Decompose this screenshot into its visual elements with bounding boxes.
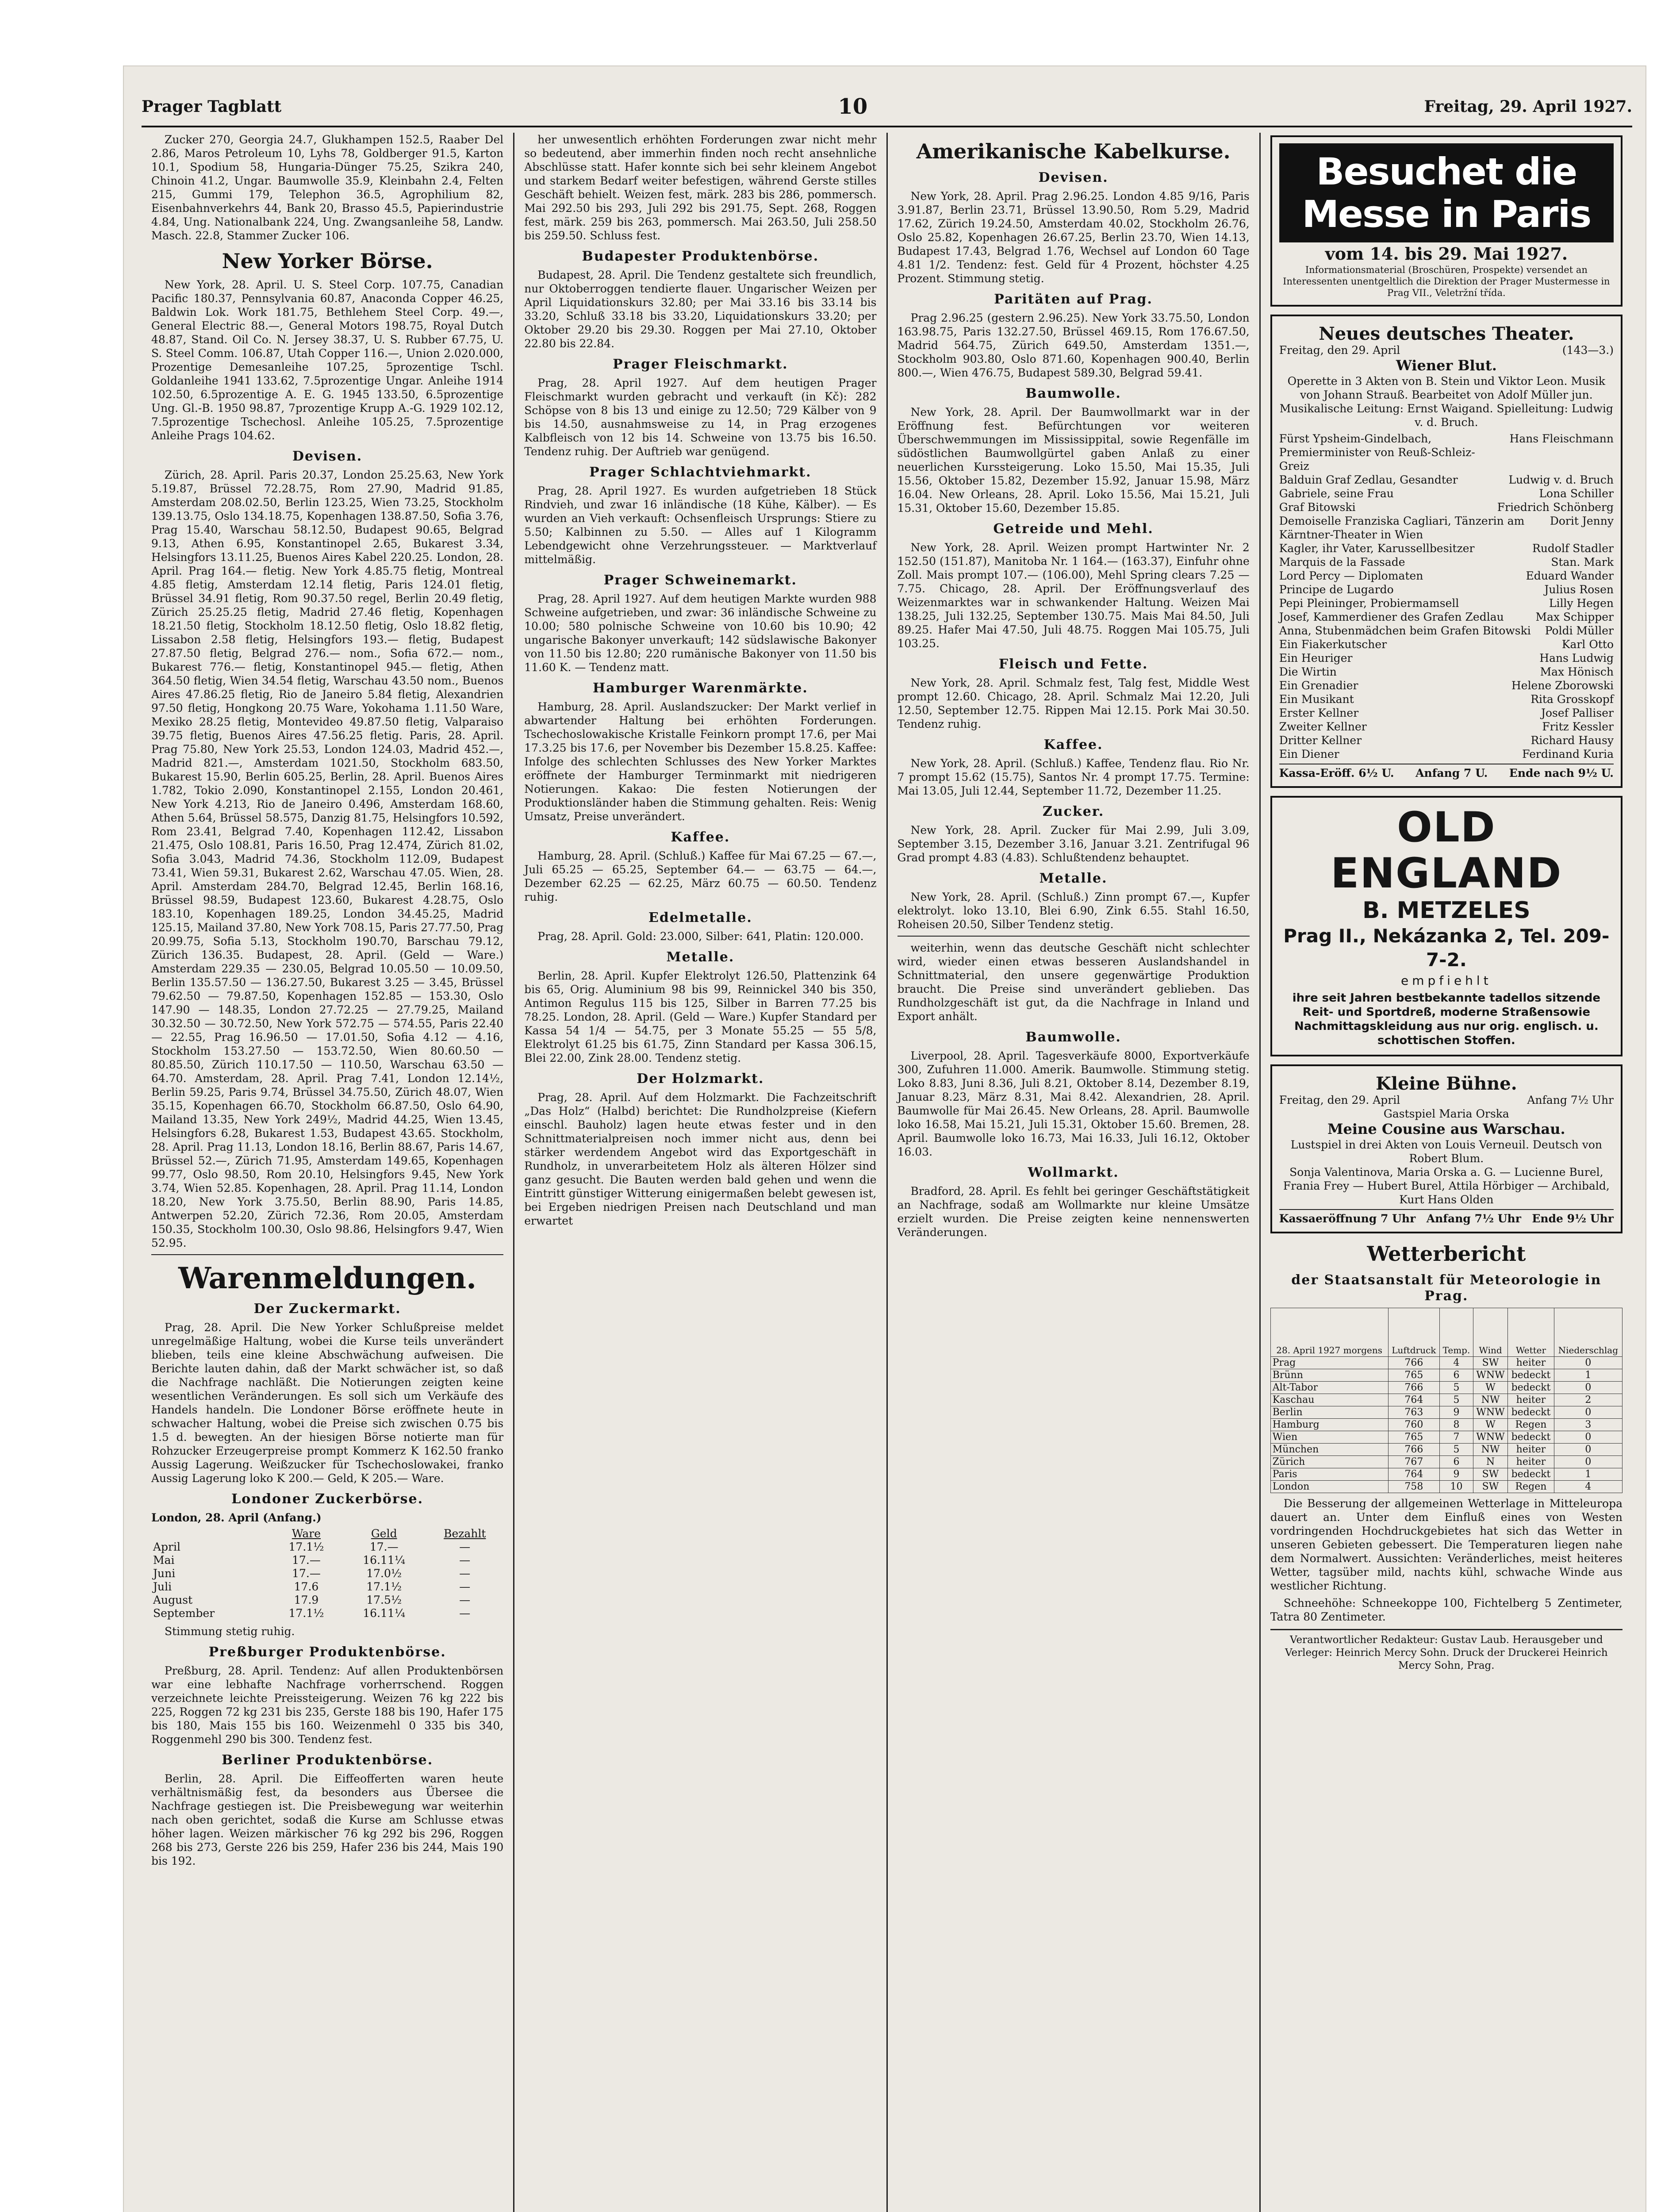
role: Zweiter Kellner (1279, 720, 1367, 733)
weather-cell: München (1270, 1444, 1388, 1456)
role: Anna, Stubenmädchen beim Grafen Bitowski (1279, 624, 1531, 637)
budapest-title: Budapester Produktenbörse. (582, 249, 819, 264)
weather-cell: 764 (1388, 1394, 1440, 1406)
actor: Ludwig v. d. Bruch (1508, 473, 1614, 486)
cast-row (1279, 541, 1614, 555)
table-cell: — (459, 1554, 471, 1567)
weather-row (1270, 1481, 1622, 1493)
baumwolle-text: New York, 28. April. Der Baumwollmarkt war in der Eröffnung fest. Befürchtungen vor weiteren Überschwemmungen im Mississippital, sowie Regenfälle im südöstlichen Baumwollgürtel gaben Anlaß zu einer neuerlichen Kurssteigerung. Loko 15.50, Mai 15.35, Juli 15.56, Oktober 15.82, Dezember 15.92, Januar 15.98, März 16.04. New Orleans, 28. April. Loko 15.56, Mai 15.21, Juli 15.31, Oktober 15.60, Dezember 15.85. (897, 406, 1250, 515)
kabel-metalle-title: Metalle. (1039, 871, 1108, 886)
cast-row (1279, 610, 1614, 624)
weather-cell: 6 (1440, 1456, 1473, 1468)
london-head: London, 28. April (Anfang.) (151, 1511, 322, 1524)
weather-cell: Prag (1270, 1357, 1388, 1369)
old-england-ad (1270, 796, 1622, 1056)
actor: Rudolf Stadler (1532, 542, 1614, 555)
weather-cell: SW (1473, 1468, 1508, 1481)
cast-row (1279, 569, 1614, 583)
nyb-text: New York, 28. April. U. S. Steel Corp. 107.75, Canadian Pacific 180.37, Pennsylvania 60.87, Anaconda Copper 46.25, Baldwin Lok. Work 181.75, Bethlehem Steel Corp. 49.—, General Electric 88.—, General Motors 198.75, Royal Dutch 48.87, Stand. Oil Co. N. Jersey 38.37, U. S. Rubber 67.75, U. S. Steel Comm. 106.87, Utah Copper 116.—, Union 2.020.000, Prozentige Demesanleihe 107.25, 5prozentige Tschl. Goldanleihe 1941 133.62, 7.5prozentige Ungar. Anleihe 1914 102.50, 6.5prozentige A. E. G. 1945 133.50, 6.5prozentige Ung. Gl.-B. 1950 98.87, 7prozentige Krupp A.-G. 1929 102.12, 7.5prozentige Tschechosl. Anleihe 105.25, 7.5prozentige Anleihe Prags 104.62. (151, 278, 504, 442)
theater-title: Neues deutsches Theater. (1319, 323, 1574, 344)
liverpool-title: Baumwolle. (1025, 1029, 1121, 1045)
role: Ein Fiakerkutscher (1279, 638, 1387, 651)
play-desc: Operette in 3 Akten von B. Stein und Viktor Leon. Musik von Johann Strauß. Bearbeitet von Adolf Müller jun. Musikalische Leitung: Ernst Waigand. Spielleitung: Ludwig v. d. Bruch. (1279, 375, 1613, 429)
col-header: Bezahlt (444, 1527, 486, 1540)
table-cell: 16.11¼ (363, 1607, 406, 1620)
col-header: Wetter (1508, 1308, 1554, 1357)
cast-row (1279, 500, 1614, 514)
weather-row (1270, 1444, 1622, 1456)
actor: Max Schipper (1535, 611, 1614, 623)
kabel-devisen-title: Devisen. (1038, 170, 1108, 185)
weather-cell: 9 (1440, 1406, 1473, 1419)
cast-row (1279, 706, 1614, 720)
actor: Hans Ludwig (1539, 652, 1614, 664)
theater-foot (1279, 764, 1614, 780)
getreide-title: Getreide und Mehl. (993, 521, 1154, 537)
theater-ad (1270, 315, 1622, 788)
col-header: Wind (1473, 1308, 1508, 1357)
weather-cell: 765 (1388, 1431, 1440, 1444)
weather-cell: 6 (1440, 1369, 1473, 1382)
weather-row (1270, 1382, 1622, 1394)
weather-cell: WNW (1473, 1406, 1508, 1419)
holz-title: Der Holzmarkt. (637, 1071, 764, 1087)
actor: Karl Otto (1561, 638, 1614, 651)
imprint: Verantwortlicher Redakteur: Gustav Laub. Herausgeber und Verleger: Heinrich Mercy Sohn. Druck der Druckerei Heinrich Mercy Sohn, Prag. (1270, 1629, 1622, 1672)
actor: Helene Zborowski (1511, 679, 1614, 692)
old-text: ihre seit Jahren bestbekannte tadellos sitzende Reit- und Sportdreß, moderne Straßensowie Nachmittagskleidung aus nur orig. englisch. u. schottischen Stoffen. (1292, 991, 1601, 1047)
old-brand: OLD ENGLAND (1331, 803, 1562, 898)
weather-cell: SW (1473, 1357, 1508, 1369)
kb-playbill (1279, 1093, 1614, 1225)
weather-cell: 766 (1388, 1382, 1440, 1394)
role: Ein Diener (1279, 748, 1339, 760)
weather-cell: Brünn (1270, 1369, 1388, 1382)
weather-row (1270, 1456, 1622, 1468)
table-cell: 17.— (292, 1554, 321, 1567)
kb-cast: Sonja Valentinova, Maria Orska a. G. — Lucienne Burel, Frania Frey — Hubert Burel, Attila Hörbiger — Archibald, Kurt Hans Olden (1283, 1166, 1610, 1206)
cast-row (1279, 733, 1614, 747)
weather-cell: bedeckt (1508, 1382, 1554, 1394)
messe-date: vom 14. bis 29. Mai 1927. (1325, 244, 1568, 264)
table-cell: September (153, 1607, 215, 1620)
waren-title: Warenmeldungen. (178, 1261, 477, 1295)
cast-row (1279, 473, 1614, 487)
kaffee-title: Kaffee. (671, 830, 730, 845)
weather-cell: 760 (1388, 1419, 1440, 1431)
kleine-buehne-ad (1270, 1064, 1622, 1233)
weather-cell: 10 (1440, 1481, 1473, 1493)
baumwolle-title: Baumwolle. (1025, 386, 1121, 401)
table-cell: Juni (153, 1567, 176, 1580)
column-3 (888, 133, 1261, 2212)
table-cell: 17.1½ (288, 1540, 324, 1553)
table-row (151, 1540, 503, 1554)
wetter-date: 28. April 1927 morgens (1270, 1308, 1388, 1357)
weather-row (1270, 1369, 1622, 1382)
kb-ende: Ende 9½ Uhr (1532, 1212, 1614, 1225)
weather-cell: NW (1473, 1394, 1508, 1406)
cast-row (1279, 651, 1614, 665)
weather-cell: Berlin (1270, 1406, 1388, 1419)
weather-cell: 1 (1554, 1369, 1622, 1382)
cast-row (1279, 747, 1614, 761)
table-row (151, 1580, 503, 1594)
cast-row (1279, 583, 1614, 596)
playbill (1279, 343, 1614, 780)
role: Ein Heuriger (1279, 652, 1353, 664)
weather-cell: 2 (1554, 1394, 1622, 1406)
role: Demoiselle Franziska Cagliari, Tänzerin am Kärntner-Theater in Wien (1279, 515, 1525, 541)
weather-cell: Hamburg (1270, 1419, 1388, 1431)
weather-cell: heiter (1508, 1444, 1554, 1456)
cast-row (1279, 637, 1614, 651)
devisen-text: Zürich, 28. April. Paris 20.37, London 25.25.63, New York 5.19.87, Brüssel 72.28.75, Rom 27.90, Madrid 91.85, Amsterdam 208.02.50, Berlin 123.25, Wien 73.25, Stockholm 139.13.75, Oslo 134.18.75, Kopenhagen 138.87.50, Sofia 3.76, Prag 15.40, Warschau 58.12.50, Budapest 90.65, Belgrad 9.13, Athen 6.95, Konstantinopel 2.65, Bukarest 3.34, Helsingfors 13.11.25, Buenos Aires Kabel 220.25. London, 28. April. Prag 164.— fletig. New York 4.85.75 fletig, Montreal 4.85 fletig, Amsterdam 12.14 fletig, Paris 124.01 fletig, Brüssel 34.91 fletig, Rom 90.37.50 regel, Berlin 20.49 fletig, Zürich 25.25.25 fletig, Madrid 27.46 fletig, Kopenhagen 18.21.50 fletig, Stockholm 18.12.50 fletig, Oslo 18.82 fletig, Lissabon 2.58 fletig, Helsingfors 193.— fletig, Budapest 27.87.50 fletig, Belgrad 276.— nom., Sofia 672.— nom., Bukarest 776.— fletig, Konstantinopel 945.— fletig, Athen 364.50 fletig, Wien 34.54 fletig, Warschau 43.50 nom., Buenos Aires 47.86.25 fletig, Rio de Janeiro 5.84 fletig, Alexandrien 97.50 fletig, Hongkong 20.75 Ware, Yokohama 1.11.50 Ware, Mexiko 28.25 fletig, Montevideo 49.87.50 fletig, Valparaiso 39.75 fletig, Buenos Aires 47.56.25 fletig. Paris, 28. April. Prag 75.80, New York 25.53, London 124.03, Madrid 452.—, Madrid 821.—, Amsterdam 1021.50, Stockholm 683.50, Bukarest 15.90, Berlin 605.25, Berlin, 28. April. Buenos Aires 1.782, Tokio 2.090, Konstantinopel 2.155, London 20.461, New York 4.213, Rio de Janeiro 0.496, Amsterdam 168.60, Athen 5.64, Brüssel 58.575, Danzig 81.75, Helsingfors 10.592, Rom 23.41, Belgrad 7.40, Kopenhagen 112.42, Lissabon 21.475, Oslo 108.81, Paris 16.50, Prag 12.474, Zürich 81.02, Sofia 3.043, Madrid 74.36, Stockholm 112.09, Budapest 73.41, Wien 59.31, Bukarest 2.62, Warschau 47.05. Wien, 28. April. Amsterdam 284.70, Belgrad 12.45, Berlin 168.16, Brüssel 98.59, Budapest 123.60, Bukarest 4.28.75, Oslo 183.10, Kopenhagen 189.25, London 34.45.25, Madrid 125.15, Mailand 37.80, New York 708.15, Paris 27.77.50, Prag 20.99.75, Sofia 5.13, Stockholm 190.70, Barschau 79.12, Zürich 136.35. Budapest, 28. April. (Geld — Ware.) Amsterdam 229.35 — 230.05, Belgrad 10.05.50 — 10.09.50, Berlin 135.57.50 — 136.27.50, Bukarest 3.25 — 3.45, Brüssel 79.62.50 — 79.87.50, Kopenhagen 152.85 — 153.30, Oslo 147.90 — 148.35, London 27.72.25 — 27.79.25, Mailand 30.32.50 — 30.72.50, New York 572.75 — 574.55, Paris 22.40 — 22.55, Prag 16.96.50 — 17.01.50, Sofia 4.12 — 4.16, Stockholm 153.27.50 — 153.72.50, Wien 80.60.50 — 80.85.50, Zürich 110.17.50 — 110.50, Warschau 63.50 — 64.70. Amsterdam, 28. April. Prag 7.41, London 12.14½, Berlin 59.25, Paris 9.74, Brüssel 34.75.50, Zürich 48.07, Wien 35.15, Kopenhagen 66.70, Stockholm 66.87.50, Oslo 64.90, Mailand 13.35, New York 249½, Madrid 44.25, Wien 13.45, Helsingfors 6.28, Bukarest 1.53, Budapest 43.65. Stockholm, 28. April. Prag 11.13, London 18.16, Berlin 88.67, Paris 14.67, Brüssel 52.—, Zürich 71.95, Amsterdam 149.65, Kopenhagen 99.77, Oslo 98.50, Rom 20.10, Helsingfors 9.45, New York 3.74, Wien 52.85. Kopenhagen, 28. April. Prag 11.14, London 18.20, New York 3.75.50, Berlin 88.90, Paris 14.85, Antwerpen 52.20, Zürich 72.36, Rom 20.05, Amsterdam 150.35, Stockholm 100.30, Oslo 98.86, Helsingfors 9.47, Wien 52.95. (151, 469, 504, 1249)
actor: Lona Schiller (1539, 487, 1614, 500)
actor: Lilly Hegen (1549, 597, 1614, 610)
weather-cell: 7 (1440, 1431, 1473, 1444)
play-title: Wiener Blut. (1396, 357, 1497, 374)
woll-title: Wollmarkt. (1028, 1165, 1119, 1180)
fleisch-title: Prager Fleischmarkt. (613, 357, 788, 372)
schlacht-text: Prag, 28. April 1927. Es wurden aufgetrieben 18 Stück Rindvieh, und zwar 16 inländische (18 Kühe, Kälber). — Es wurden an Vieh verkauft: Ochsenfleisch Ursprungs: Stiere zu 5.50; Kalbinnen zu 5.50. — Alles auf 1 Kilogramm Lebendgewicht ohne Verzehrungssteuer. — Marktverlauf mittelmäßig. (524, 484, 877, 566)
role: Marquis de la Fassade (1279, 556, 1405, 568)
berlin-title: Berliner Produktenbörse. (222, 1752, 433, 1768)
divider (898, 936, 1250, 937)
schwein-text: Prag, 28. April 1927. Auf dem heutigen Markte wurden 988 Schweine aufgetrieben, und zwar: 36 inländische Schweine zu 10.00; 580 polnische Schweine von 10.60 bis 10.90; 42 ungarische Bakonyer unverkauft; 142 südslawische Bakonyer von 11.50 bis 12.80; 220 rumänische Bakonyer von 11.50 bis 11.60 K. — Tendenz matt. (524, 592, 877, 674)
weather-row (1270, 1394, 1622, 1406)
masthead: Prager Tagblatt (142, 97, 282, 116)
role: Die Wirtin (1279, 665, 1337, 678)
actor: Richard Hausy (1530, 734, 1614, 747)
kabel-zucker-text: New York, 28. April. Zucker für Mai 2.99, Juli 3.09, September 3.15, Dezember 3.16, Januar 3.21. Zentrifugal 96 Grad prompt 4.83 (4.83). Schlußtendenz behauptet. (897, 824, 1250, 864)
weather-cell: 766 (1388, 1357, 1440, 1369)
weather-cell: N (1473, 1456, 1508, 1468)
cast-row (1279, 596, 1614, 610)
actor: Hans Fleischmann (1509, 432, 1614, 445)
table-cell: 17.— (369, 1540, 399, 1553)
weather-cell: 0 (1554, 1357, 1622, 1369)
actor: Josef Palliser (1541, 707, 1614, 719)
weather-cell: bedeckt (1508, 1468, 1554, 1481)
weather-row (1270, 1431, 1622, 1444)
devisen-title: Devisen. (292, 449, 363, 464)
columns (142, 133, 1632, 2212)
weather-cell: heiter (1508, 1456, 1554, 1468)
weather-cell: NW (1473, 1444, 1508, 1456)
old-emp: empfiehlt (1401, 973, 1492, 988)
weather-cell: Regen (1508, 1419, 1554, 1431)
messe-info: Informationsmaterial (Broschüren, Prospekte) versendet an Interessenten unentgeltlich die Direktion der Prager Mustermesse in Prag VII., Veletržní třída. (1283, 265, 1610, 298)
fett-title: Fleisch und Fette. (998, 657, 1148, 672)
table-cell: April (153, 1540, 180, 1553)
weather-cell: 764 (1388, 1468, 1440, 1481)
hamburg-title: Hamburger Warenmärkte. (592, 680, 808, 696)
kb-title: Kleine Bühne. (1376, 1073, 1517, 1094)
berlin-cont: her unwesentlich erhöhten Forderungen zwar nicht mehr so bedeutend, aber immerhin finden noch recht ansehnliche Abschlüsse statt. Hafer konnte sich bei sehr kleinem Angebot und starkem Bedarf weiter befestigen, während Gerste stilles Geschäft behielt. Weizen fest, märk. 283 bis 286, pommersch. Mai 292.50 bis 293, Juli 292 bis 291.75, Sept. 268, Roggen fest, märk. 259 bis 263, pommersch. Mai 263.50, Juli 258.50 bis 259.50. Schluss fest. (524, 133, 877, 242)
weather-cell: SW (1473, 1481, 1508, 1493)
table-row (151, 1567, 503, 1580)
table-cell: 17.1½ (366, 1580, 402, 1593)
table-cell: 17.6 (294, 1580, 319, 1593)
role: Ein Musikant (1279, 693, 1354, 706)
cast-row (1279, 624, 1614, 637)
table-cell: — (459, 1540, 471, 1553)
london-foot: Stimmung stetig ruhig. (165, 1625, 295, 1638)
nyb-title: New Yorker Börse. (222, 249, 433, 273)
cast-row (1279, 487, 1614, 500)
cast-row (1279, 665, 1614, 679)
schlacht-title: Prager Schlachtviehmarkt. (589, 465, 812, 480)
role: Gabriele, seine Frau (1279, 487, 1394, 500)
liverpool-text: Liverpool, 28. April. Tagesverkäufe 8000, Exportverkäufe 300, Zufuhren 11.000. Amerik. Baumwolle. Stimmung stetig. Loko 8.83, Juni 8.36, Juli 8.21, Oktober 8.14, Dezember 8.19, Januar 8.23, März 8.31, Mai 8.42. Alexandrien, 28. April. Baumwolle für Mai 26.45. New Orleans, 28. April. Baumwolle loko 16.58, Mai 15.21, Juli 15.31, Oktober 15.60. Bremen, 28. April. Baumwolle loko 16.73, Mai 16.33, Juli 16.12, Oktober 16.03. (897, 1049, 1250, 1158)
actor: Poldi Müller (1545, 624, 1614, 637)
kb-play: Meine Cousine aus Warschau. (1327, 1121, 1565, 1137)
cast-list (1279, 432, 1614, 761)
role: Lord Percy — Diplomaten (1279, 569, 1423, 582)
budapest-stocks-tail: Zucker 270, Georgia 24.7, Glukhampen 152.5, Raaber Del 2.86, Maros Petroleum 10, Lyhs 78, Goldberger 91.5, Karton 10.1, Spodium 58, Hungaria-Dünger 75.25, Szikra 240, Chinoin 41.2, Ungar. Baumwolle 35.9, Kleinbahn 2.4, Felten 215, Gummi 179, Telephon 36.5, Agrophilium 82, Eisenbahnverkehrs 44, Bank 20, Brasso 45.5, Papierindustrie 4.84, Ung. Nationalbank 224, Ung. Zwangsanleihe 58, Landw. Masch. 22.8, Stammer Zucker 106. (151, 133, 504, 242)
role: Dritter Kellner (1279, 734, 1362, 747)
old-addr: Prag II., Nekázanka 2, Tel. 209-7-2. (1283, 925, 1610, 971)
weather-cell: Wien (1270, 1431, 1388, 1444)
actor: Julius Rosen (1544, 583, 1614, 596)
column-1 (142, 133, 514, 2212)
actor: Friedrich Schönberg (1497, 501, 1614, 514)
cast-row (1279, 514, 1614, 541)
weather-cell: 1 (1554, 1468, 1622, 1481)
theater-date: Freitag, den 29. April (1279, 344, 1400, 357)
kb-start: Anfang 7½ Uhr (1527, 1094, 1614, 1106)
cast-row (1279, 692, 1614, 706)
weather-cell: 763 (1388, 1406, 1440, 1419)
table-cell: Juli (153, 1580, 172, 1593)
table-cell: — (459, 1607, 471, 1620)
cast-row (1279, 720, 1614, 733)
kabel-kaffee-text: New York, 28. April. (Schluß.) Kaffee, Tendenz flau. Rio Nr. 7 prompt 15.62 (15.75), Santos Nr. 4 prompt 17.75. Termine: Mai 13.05, Juli 12.44, September 11.72, Dezember 11.25. (897, 757, 1250, 797)
schwein-title: Prager Schweinemarkt. (603, 572, 797, 588)
kb-date: Freitag, den 29. April (1279, 1094, 1400, 1106)
wetter-sub: der Staatsanstalt für Meteorologie in Prag. (1291, 1272, 1602, 1304)
weather-row (1270, 1357, 1622, 1369)
weather-cell: bedeckt (1508, 1369, 1554, 1382)
berlin-text: Berlin, 28. April. Die Eiffeofferten waren heute verhältnismäßig fest, da besonders aus Übersee die Nachfrage gestiegen ist. Die Preisbewegung war weiterhin nach oben gerichtet, sodaß die Kurse am Schlusse etwas höher lagen. Weizen märkischer 76 kg 292 bis 296, Roggen 268 bis 273, Gerste 226 bis 259, Hafer 236 bis 244, Mais 190 bis 192. (151, 1772, 504, 1867)
table-cell: — (459, 1580, 471, 1593)
col-header: Geld (371, 1527, 397, 1540)
weather-cell: 5 (1440, 1444, 1473, 1456)
header-rule (142, 126, 1632, 127)
weather-cell: 758 (1388, 1481, 1440, 1493)
kabel-kaffee-title: Kaffee. (1043, 737, 1103, 753)
weather-cell: heiter (1508, 1357, 1554, 1369)
fett-text: New York, 28. April. Schmalz fest, Talg fest, Middle West prompt 12.60. Chicago, 28. April. Schmalz Mai 12.20, Juli 12.50, September 12.75. Rippen Mai 12.15. Pork Mai 30.50. Tendenz ruhig. (897, 676, 1250, 730)
weather-cell: 4 (1554, 1481, 1622, 1493)
paritaeten-title: Paritäten auf Prag. (994, 292, 1153, 307)
weather-cell: WNW (1473, 1431, 1508, 1444)
wetter-title: Wetterbericht (1367, 1242, 1526, 1266)
weather-section (1270, 1241, 1622, 1624)
start-time: Anfang 7 U. (1415, 767, 1488, 780)
weather-cell: W (1473, 1419, 1508, 1431)
actor: Dorit Jenny (1550, 515, 1614, 527)
zucker-text: Prag, 28. April. Die New Yorker Schlußpreise meldet unregelmäßige Haltung, wobei die Kurse teils unverändert blieben, teils eine kleine Abschwächung aufweisen. Die Berichte lauten dahin, daß der Markt schwächer ist, so daß die Nachfrage nachläßt. Die Notierungen zeigten keine wesentlichen Veränderungen. Es soll sich um Verkäufe des Handels handeln. Die Londoner Börse eröffnete heute in schwacher Haltung, wobei die Preise sich zwischen 0.75 bis 1.5 d. bewegten. An der hiesigen Börse notierte man für Rohzucker Erzeugerpreise prompt Kommerz K 162.50 franko Aussig Lagerung. Weißzucker für Tschechoslowakei, franko Aussig Lagerung loko K 200.— Geld, K 205.— Ware. (151, 1321, 504, 1485)
hamburg-text: Hamburg, 28. April. Auslandszucker: Der Markt verlief in abwartender Haltung bei erhöhten Forderungen. Tschechoslowakische Kristalle Feinkorn prompt 17.6, per Mai 17.3.25 bis 17.6, per November bis Dezember 15.8.25. Kaffee: Infolge des schlechten Schlusses des New Yorker Marktes eröffnete der Hamburger Terminmarkt mit niedrigeren Notierungen. Kakao: Die festen Notierungen der Produktionsländer haben die Stimmung gehalten. Reis: Wenig Umsatz, Preise unverändert. (524, 700, 877, 823)
wetter-text: Die Besserung der allgemeinen Wetterlage in Mitteleuropa dauert an. Unter dem Einfluß eines von Westen vordringenden Hochdruckgebietes hat sich das Wetter in unseren Gebieten gebessert. Die Temperaturen liegen nahe dem Normalwert. Aussichten: Veränderliches, meist heiteres Wetter, tagsüber mild, nachts kühl, schwache Winde aus westlicher Richtung. (1270, 1497, 1622, 1592)
column-2 (514, 133, 887, 2212)
kb-anfang: Anfang 7½ Uhr (1426, 1212, 1521, 1225)
table-cell: 17.— (292, 1567, 321, 1580)
table-cell: 16.11¼ (363, 1554, 406, 1567)
weather-cell: 0 (1554, 1456, 1622, 1468)
weather-cell: London (1270, 1481, 1388, 1493)
kb-guest: Gastspiel Maria Orska (1383, 1107, 1509, 1120)
table-cell: — (459, 1594, 471, 1606)
page-number: 10 (838, 94, 868, 119)
role: Ein Grenadier (1279, 679, 1358, 692)
kabel-devisen-text: New York, 28. April. Prag 2.96.25. London 4.85 9/16, Paris 3.91.87, Berlin 23.71, Brüssel 13.90.50, Rom 5.29, Madrid 17.62, Zürich 19.24.50, Amsterdam 40.02, Stockholm 26.76, Oslo 25.82, Kopenhagen 26.67.25, Berlin 23.70, Wien 14.13, Budapest 17.43, Belgrad 1.76, Wechsel auf London 60 Tage 4.81 1/2. Tendenz: fest. Geld für 4 Prozent, höchster 4.25 Prozent. Stimmung stetig. (897, 190, 1250, 285)
actor: Max Hönisch (1540, 665, 1614, 678)
table-cell: 17.1½ (288, 1607, 324, 1620)
edel-text: Prag, 28. April. Gold: 23.000, Silber: 641, Platin: 120.000. (537, 930, 864, 943)
actor: Stan. Mark (1551, 556, 1614, 568)
kaffee-text: Hamburg, 28. April. (Schluß.) Kaffee für Mai 67.25 — 67.—, Juli 65.25 — 65.25, September 64.— — 63.75 — 64.—, Dezember 62.25 — 62.25, März 60.75 — 60.50. Tendenz ruhig. (524, 849, 877, 903)
messe-title: Besuchet die Messe in Paris (1279, 143, 1614, 242)
table-row (151, 1554, 503, 1567)
weather-cell: 0 (1554, 1382, 1622, 1394)
pressburg-title: Preßburger Produktenbörse. (208, 1644, 446, 1660)
table-row (151, 1607, 503, 1620)
weather-cell: Alt-Tabor (1270, 1382, 1388, 1394)
schnee: Schneehöhe: Schneekoppe 100, Fichtelberg 5 Zentimeter, Tatra 80 Zentimeter. (1270, 1597, 1622, 1623)
table-cell: Mai (153, 1554, 175, 1567)
cast-row (1279, 555, 1614, 569)
kassa-time: Kassa-Eröff. 6½ U. (1279, 767, 1394, 780)
kb-foot (1279, 1209, 1614, 1225)
table-cell: 17.0½ (366, 1567, 402, 1580)
actor: Eduard Wander (1526, 569, 1614, 582)
weather-cell: 8 (1440, 1419, 1473, 1431)
metalle-title: Metalle. (666, 949, 735, 965)
weather-table (1270, 1308, 1622, 1493)
role: Pepi Pleininger, Probiermamsell (1279, 597, 1459, 610)
weather-row (1270, 1468, 1622, 1481)
weather-row (1270, 1406, 1622, 1419)
kb-kassa: Kassaeröffnung 7 Uhr (1279, 1212, 1416, 1225)
getreide-text: New York, 28. April. Weizen prompt Hartwinter Nr. 2 152.50 (151.87), Manitoba Nr. 1 164.— (163.37), Einfuhr ohne Zoll. Mais prompt 107.— (106.00), Mehl Spring clears 7.25 — 7.75. Chicago, 28. April. Der Eröffnungsverlauf des Weizenmarktes war in schwankender Haltung. Weizen Mai 138.25, Juli 132.25, September 130.75. Mais Mai 84.50, Juli 89.25. Hafer Mai 47.50, Juli 48.75. Roggen Mai 105.75, Juli 103.25. (897, 541, 1250, 650)
actor: Rita Grosskopf (1530, 693, 1614, 706)
weather-cell: Kaschau (1270, 1394, 1388, 1406)
divider (151, 1254, 503, 1255)
weather-cell: bedeckt (1508, 1406, 1554, 1419)
actor: Ferdinand Kuria (1522, 748, 1614, 760)
weather-cell: Regen (1508, 1481, 1554, 1493)
weather-cell: Paris (1270, 1468, 1388, 1481)
table-cell: 17.9 (294, 1594, 319, 1606)
role: Balduin Graf Zedlau, Gesandter (1279, 473, 1458, 486)
weather-cell: heiter (1508, 1394, 1554, 1406)
kabel-metalle-text: New York, 28. April. (Schluß.) Zinn prompt 67.—, Kupfer elektrolyt. loko 13.10, Blei 6.90, Zink 6.55. Stahl 16.50, Roheisen 20.50, Silber Tendenz stetig. (897, 891, 1250, 931)
column-4 (1261, 133, 1632, 2212)
weather-cell: 767 (1388, 1456, 1440, 1468)
holz-text: Prag, 28. April. Auf dem Holzmarkt. Die Fachzeitschrift „Das Holz“ (Halbd) berichtet: Die Rundholzpreise (Kiefern einschl. Bauholz) lagen heute etwas fester und in den Schnittmaterialpreisen noch immer nicht aus, denn bei stärker werdendem Angebot wird das Exportgeschäft in Rundholz, in unverarbeitetem Holz als älteren Hölzer sind ganz gesucht. Die Bauten werden bald gehen und wenn die Eintritt günstiger Witterung einigermaßen belebt gewesen ist, bei Ergeben niedrigen Preisen nach Deutschland und man erwartet (524, 1091, 877, 1227)
weather-cell: Zürich (1270, 1456, 1388, 1468)
col-header: Ware (292, 1527, 321, 1540)
role: Fürst Ypsheim-Gindelbach, Premierminister von Reuß-Schleiz-Greiz (1279, 432, 1475, 472)
cast-row (1279, 679, 1614, 692)
kb-desc: Lustspiel in drei Akten von Louis Verneuil. Deutsch von Robert Blum. (1290, 1138, 1602, 1165)
weather-cell: bedeckt (1508, 1431, 1554, 1444)
weather-cell: WNW (1473, 1369, 1508, 1382)
weather-cell: 0 (1554, 1444, 1622, 1456)
weather-cell: 9 (1440, 1468, 1473, 1481)
page-header (142, 91, 1632, 122)
table-row (151, 1594, 503, 1607)
kabel-title: Amerikanische Kabelkurse. (916, 139, 1231, 163)
weather-cell: 5 (1440, 1382, 1473, 1394)
metalle-text: Berlin, 28. April. Kupfer Elektrolyt 126.50, Plattenzink 64 bis 65, Orig. Aluminium 98 bis 99, Reinnickel 340 bis 350, Antimon Regulus 115 bis 125, Silber in Barren 77.25 bis 78.25. London, 28. April. (Geld — Ware.) Kupfer Standard per Kassa 54 1/4 — 54.75, per 3 Monate 55.25 — 55 5/8, Elektrolyt 61.25 bis 61.75, Zinn Standard per Kassa 306.15, Blei 22.00, Zink 28.00. Tendenz stetig. (524, 969, 877, 1064)
weather-cell: 765 (1388, 1369, 1440, 1382)
role: Josef, Kammerdiener des Grafen Zedlau (1279, 611, 1504, 623)
old-owner: B. METZELES (1362, 897, 1530, 924)
weather-cell: 0 (1554, 1431, 1622, 1444)
paritaeten-text: Prag 2.96.25 (gestern 2.96.25). New York 33.75.50, London 163.98.75, Paris 132.27.50, Brüssel 469.15, Rom 176.67.50, Madrid 564.75, Zürich 649.50, Amsterdam 1351.—, Stockholm 903.80, Oslo 871.60, Kopenhagen 900.40, Berlin 800.—, Wien 476.75, Budapest 589.30, Belgrad 59.41. (897, 311, 1250, 379)
weather-cell: 4 (1440, 1357, 1473, 1369)
weather-cell: 5 (1440, 1394, 1473, 1406)
role: Erster Kellner (1279, 707, 1359, 719)
messe-ad (1270, 135, 1622, 307)
london-title: Londoner Zuckerbörse. (231, 1491, 424, 1507)
issue-date: Freitag, 29. April 1927. (1424, 97, 1632, 116)
col-header: Niederschlag (1554, 1308, 1622, 1357)
zucker-title: Der Zuckermarkt. (253, 1301, 401, 1317)
end-time: Ende nach 9½ U. (1509, 767, 1614, 780)
kabel-zucker-title: Zucker. (1042, 804, 1105, 819)
actor: Fritz Kessler (1542, 720, 1614, 733)
fleisch-text: Prag, 28. April 1927. Auf dem heutigen Prager Fleischmarkt wurden gebracht und verkauft (in Kč): 282 Schöpse von 8 bis 13 und einige zu 12.50; 729 Kälber von 9 bis 14.50, ausnahmsweise zu 14, in Prag erzogenes Kalbfleisch von 12 bis 14. Schweine von 13.75 bis 16.50. Tendenz ruhig. Der Auftrieb war genügend. (524, 376, 877, 458)
role: Graf Bitowski (1279, 501, 1356, 514)
col-header: Luftdruck (1388, 1308, 1440, 1357)
weather-cell: 0 (1554, 1406, 1622, 1419)
weather-cell: W (1473, 1382, 1508, 1394)
london-sugar-table (151, 1527, 503, 1620)
cast-row (1279, 432, 1614, 473)
role: Principe de Lugardo (1279, 583, 1394, 596)
role: Kagler, ihr Vater, Karussellbesitzer (1279, 542, 1475, 555)
table-cell: 17.5½ (366, 1594, 402, 1606)
woll-text: Bradford, 28. April. Es fehlt bei geringer Geschäftstätigkeit an Nachfrage, sodaß am Wollmarkte nur kleine Umsätze erzielt wurden. Die Preise zeigten keine nennenswerten Veränderungen. (897, 1185, 1250, 1239)
holz-cont: weiterhin, wenn das deutsche Geschäft nicht schlechter wird, wieder einen etwas besseren Auslandshandel in Schnittmaterial, den unsere gegenwärtige Produktion braucht. Die Preise sind unverändert geblieben. Das Rundholzgeschäft ist gut, da die Nachfrage in Inland und Export anhält. (897, 941, 1250, 1023)
pressburg-text: Preßburg, 28. April. Tendenz: Auf allen Produktenbörsen war eine lebhafte Nachfrage vorherrschend. Roggen verzeichnete leichte Preissteigerung. Weizen 76 kg 222 bis 225, Roggen 72 kg 231 bis 235, Gerste 188 bis 190, Hafer 175 bis 180, Mais 155 bis 160. Weizenmehl 0 335 bis 340, Roggenmehl 290 bis 300. Tendenz fest. (151, 1664, 504, 1746)
theater-num: (143—3.) (1562, 344, 1614, 357)
weather-cell: 766 (1388, 1444, 1440, 1456)
budapest-text: Budapest, 28. April. Die Tendenz gestaltete sich freundlich, nur Oktoberroggen tendierte flauer. Ungarischer Weizen per April Liquidationskurs 32.80; per Mai 33.16 bis 33.14 bis 33.20, Schluß 33.18 bis 33.20, Liquidationskurs 33.20; per Oktober 29.20 bis 29.30. Roggen per Mai 27.10, Oktober 22.80 bis 22.84. (524, 269, 877, 350)
col-header: Temp. (1440, 1308, 1473, 1357)
newspaper-page (124, 66, 1645, 2212)
table-cell: — (459, 1567, 471, 1580)
weather-cell: 3 (1554, 1419, 1622, 1431)
weather-row (1270, 1419, 1622, 1431)
table-cell: August (153, 1594, 193, 1606)
edel-title: Edelmetalle. (648, 910, 752, 926)
